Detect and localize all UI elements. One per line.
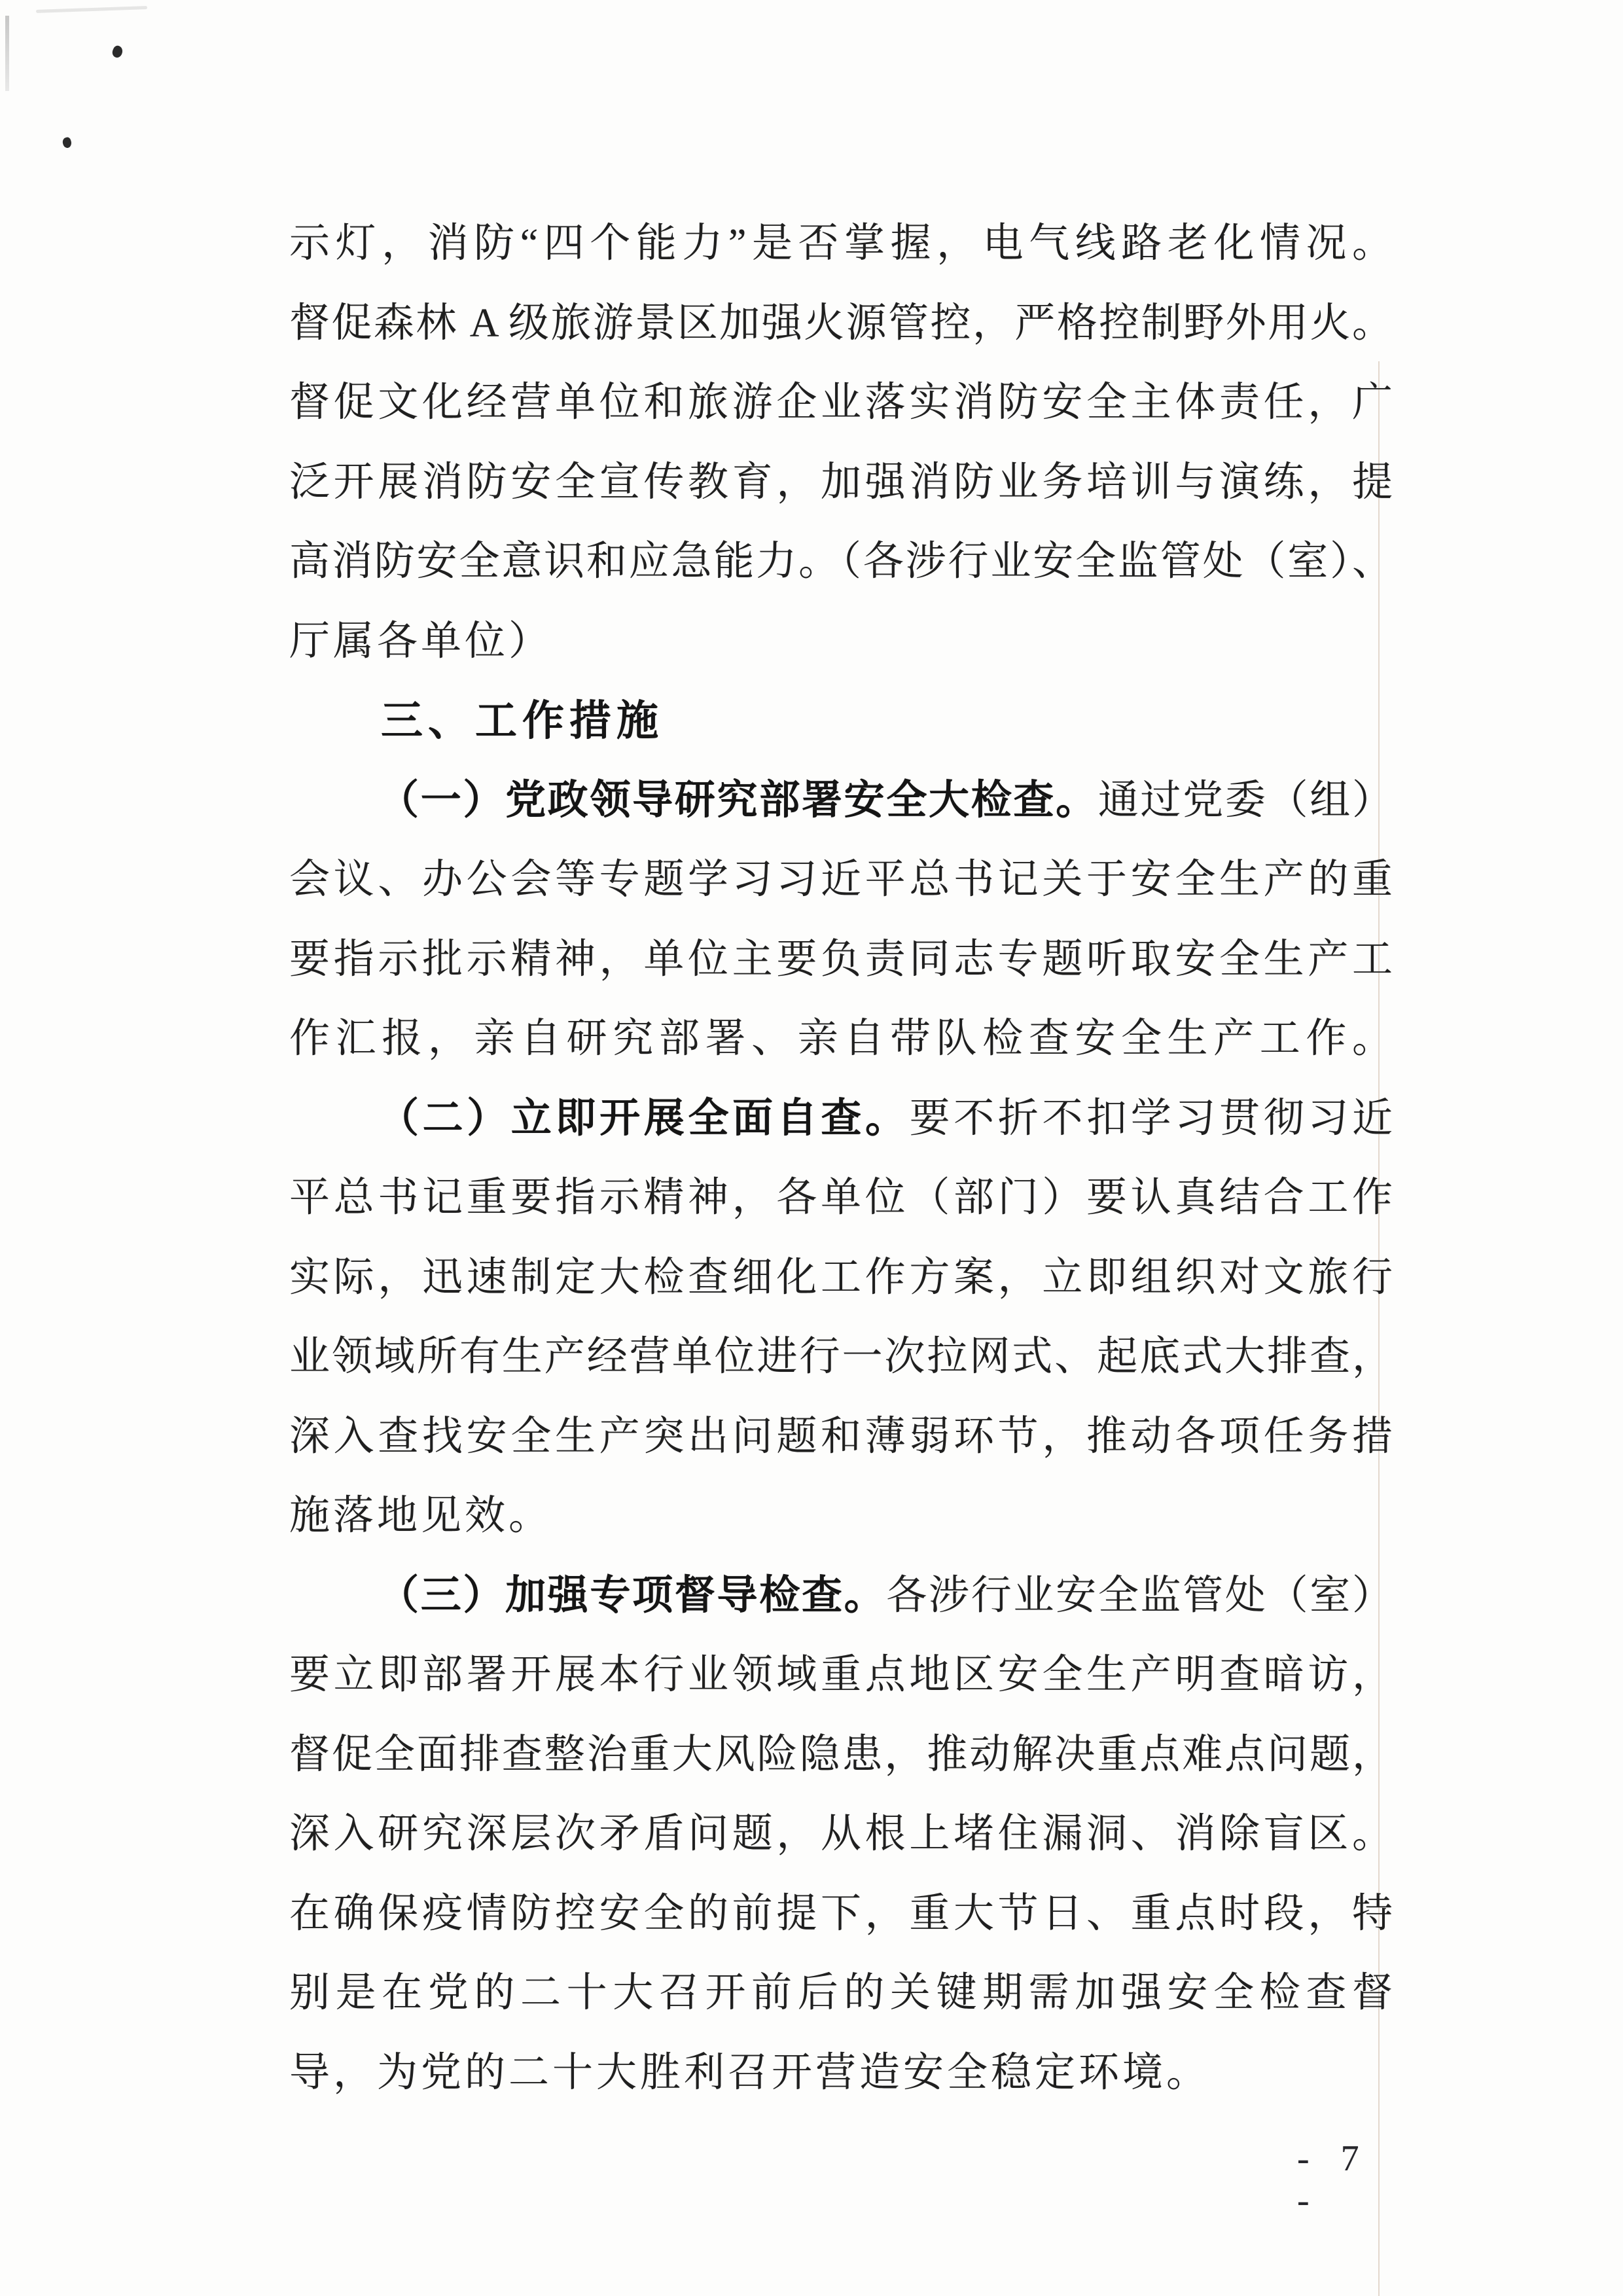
document-line: 平总书记重要指示精神，各单位（部门）要认真结合工作 <box>289 1175 1393 1220</box>
document-line: 作汇报，亲自研究部署、亲自带队检查安全生产工作。 <box>289 1016 1393 1061</box>
paragraph-start-line <box>289 761 1393 841</box>
document-line: 督促全面排查整治重大风险隐患，推动解决重点难点问题， <box>289 1732 1393 1777</box>
scan-streak-artifact <box>36 6 147 13</box>
document-line: 示灯，消防“四个能力”是否掌握，电气线路老化情况。 <box>289 221 1393 266</box>
paragraph-start-line <box>289 1079 1393 1159</box>
paragraph-lead-rest: 要不折不扣学习贯彻习近 <box>909 1096 1393 1141</box>
page-number: - 7 - <box>1297 2138 1366 2221</box>
document-line: 在确保疫情防控安全的前提下，重大节日、重点时段，特 <box>289 1891 1393 1936</box>
paragraph-lead-bold: （一）党政领导研究部署安全大检查。 <box>378 778 1098 823</box>
paragraph-lead-rest: 各涉行业安全监管处（室） <box>886 1573 1393 1618</box>
document-line: 深入查找安全生产突出问题和薄弱环节，推动各项任务措 <box>289 1414 1393 1459</box>
document-line: 要指示批示精神，单位主要负责同志专题听取安全生产工 <box>289 937 1393 982</box>
document-line: 业领域所有生产经营单位进行一次拉网式、起底式大排查， <box>289 1335 1393 1379</box>
document-body <box>289 204 1393 2113</box>
paragraph-start-line <box>289 1556 1393 1636</box>
section-heading: 三、工作措施 <box>381 697 664 744</box>
paragraph-lead-bold: （二）立即开展全面自查。 <box>378 1096 910 1141</box>
scan-edge-artifact <box>5 16 9 91</box>
scan-speck <box>62 136 73 149</box>
document-line: 督促森林 A 级旅游景区加强火源管控，严格控制野外用火。 <box>289 300 1393 346</box>
document-line: 别是在党的二十大召开前后的关键期需加强安全检查督 <box>289 1971 1393 2015</box>
document-line: 高消防安全意识和应急能力。（各涉行业安全监管处（室）、 <box>289 539 1393 584</box>
document-line: 实际，迅速制定大检查细化工作方案，立即组织对文旅行 <box>289 1255 1393 1300</box>
scan-speck <box>111 45 124 60</box>
paragraph-lead-bold: （三）加强专项督导检查。 <box>378 1573 887 1618</box>
document-line: 施落地见效。 <box>289 1494 553 1538</box>
document-line: 要立即部署开展本行业领域重点地区安全生产明查暗访， <box>289 1653 1393 1697</box>
document-line: 导，为党的二十大胜利召开营造安全稳定环境。 <box>289 2050 1211 2095</box>
document-line: 督促文化经营单位和旅游企业落实消防安全主体责任，广 <box>289 380 1393 425</box>
paragraph-lead-rest: 通过党委（组） <box>1097 778 1393 823</box>
document-line: 会议、办公会等专题学习习近平总书记关于安全生产的重 <box>289 857 1393 902</box>
document-line: 深入研究深层次矛盾问题，从根上堵住漏洞、消除盲区。 <box>289 1812 1393 1856</box>
document-line: 厅属各单位） <box>289 619 553 664</box>
document-line: 泛开展消防安全宣传教育，加强消防业务培训与演练，提 <box>289 459 1393 505</box>
